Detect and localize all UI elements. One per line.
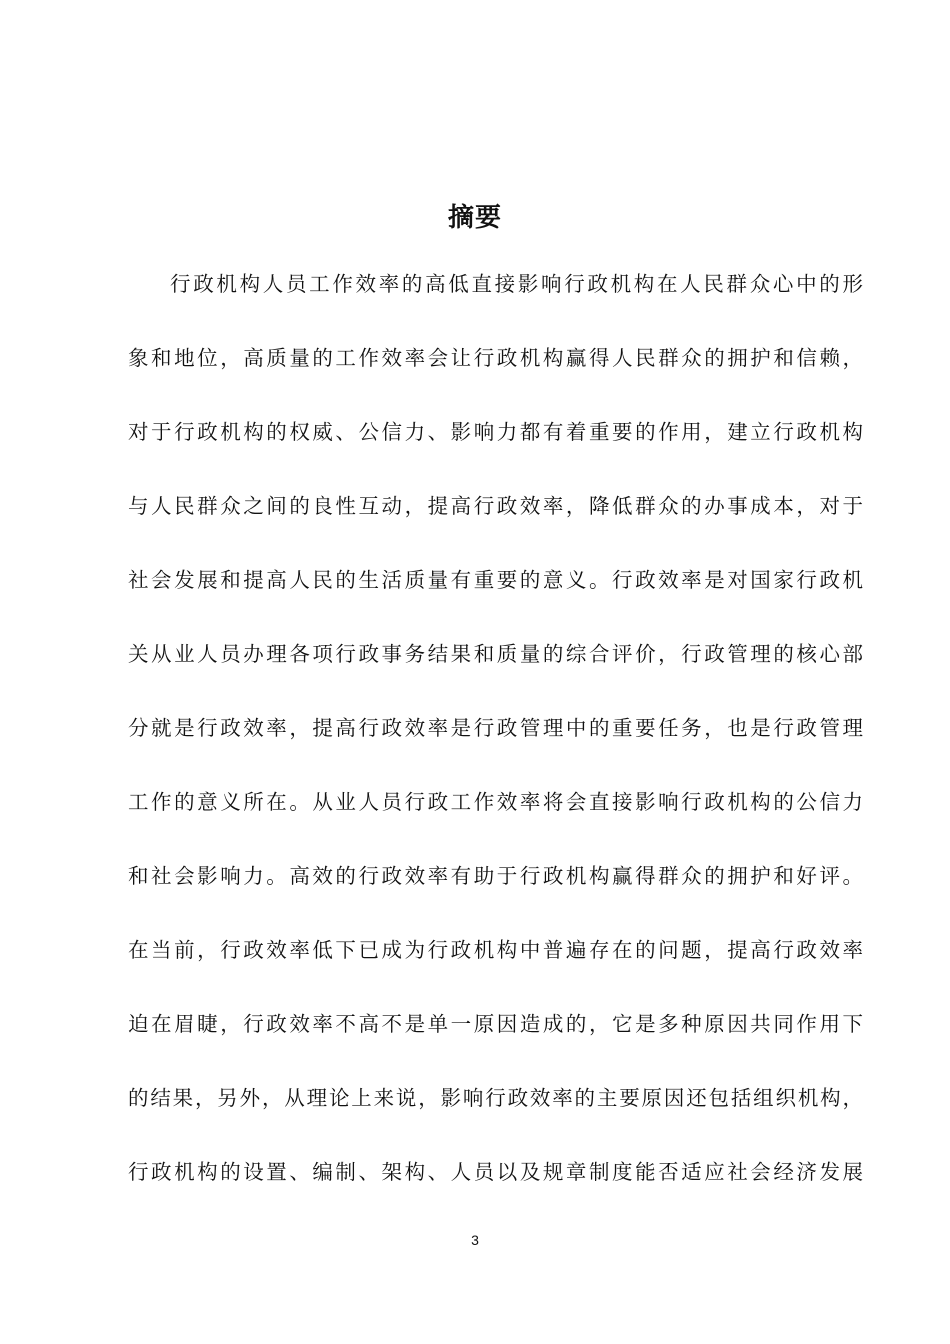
- page-number: 3: [471, 1232, 479, 1248]
- abstract-body: [128, 261, 863, 1223]
- abstract-line: 与人民群众之间的良性互动，提高行政效率，降低群众的办事成本，对于: [128, 494, 863, 518]
- abstract-line: 社会发展和提高人民的生活质量有重要的意义。行政效率是对国家行政机: [128, 568, 863, 592]
- abstract-line: 分就是行政效率，提高行政效率是行政管理中的重要任务，也是行政管理: [128, 716, 863, 740]
- abstract-line: 行政机构人员工作效率的高低直接影响行政机构在人民群众心中的形: [170, 272, 863, 296]
- abstract-line: 对于行政机构的权威、公信力、影响力都有着重要的作用，建立行政机构: [128, 420, 863, 444]
- abstract-line: 象和地位，高质量的工作效率会让行政机构赢得人民群众的拥护和信赖，: [128, 346, 863, 370]
- abstract-line: 关从业人员办理各项行政事务结果和质量的综合评价，行政管理的核心部: [128, 642, 863, 666]
- abstract-line: 工作的意义所在。从业人员行政工作效率将会直接影响行政机构的公信力: [128, 790, 863, 814]
- abstract-line: 和社会影响力。高效的行政效率有助于行政机构赢得群众的拥护和好评。: [128, 864, 863, 888]
- abstract-title: 摘要: [447, 203, 502, 233]
- abstract-line: 的结果，另外，从理论上来说，影响行政效率的主要原因还包括组织机构，: [128, 1086, 863, 1110]
- abstract-line: 在当前，行政效率低下已成为行政机构中普遍存在的问题，提高行政效率: [128, 938, 863, 962]
- abstract-line: 迫在眉睫，行政效率不高不是单一原因造成的，它是多种原因共同作用下: [128, 1012, 863, 1036]
- abstract-line: 行政机构的设置、编制、架构、人员以及规章制度能否适应社会经济发展: [128, 1160, 863, 1184]
